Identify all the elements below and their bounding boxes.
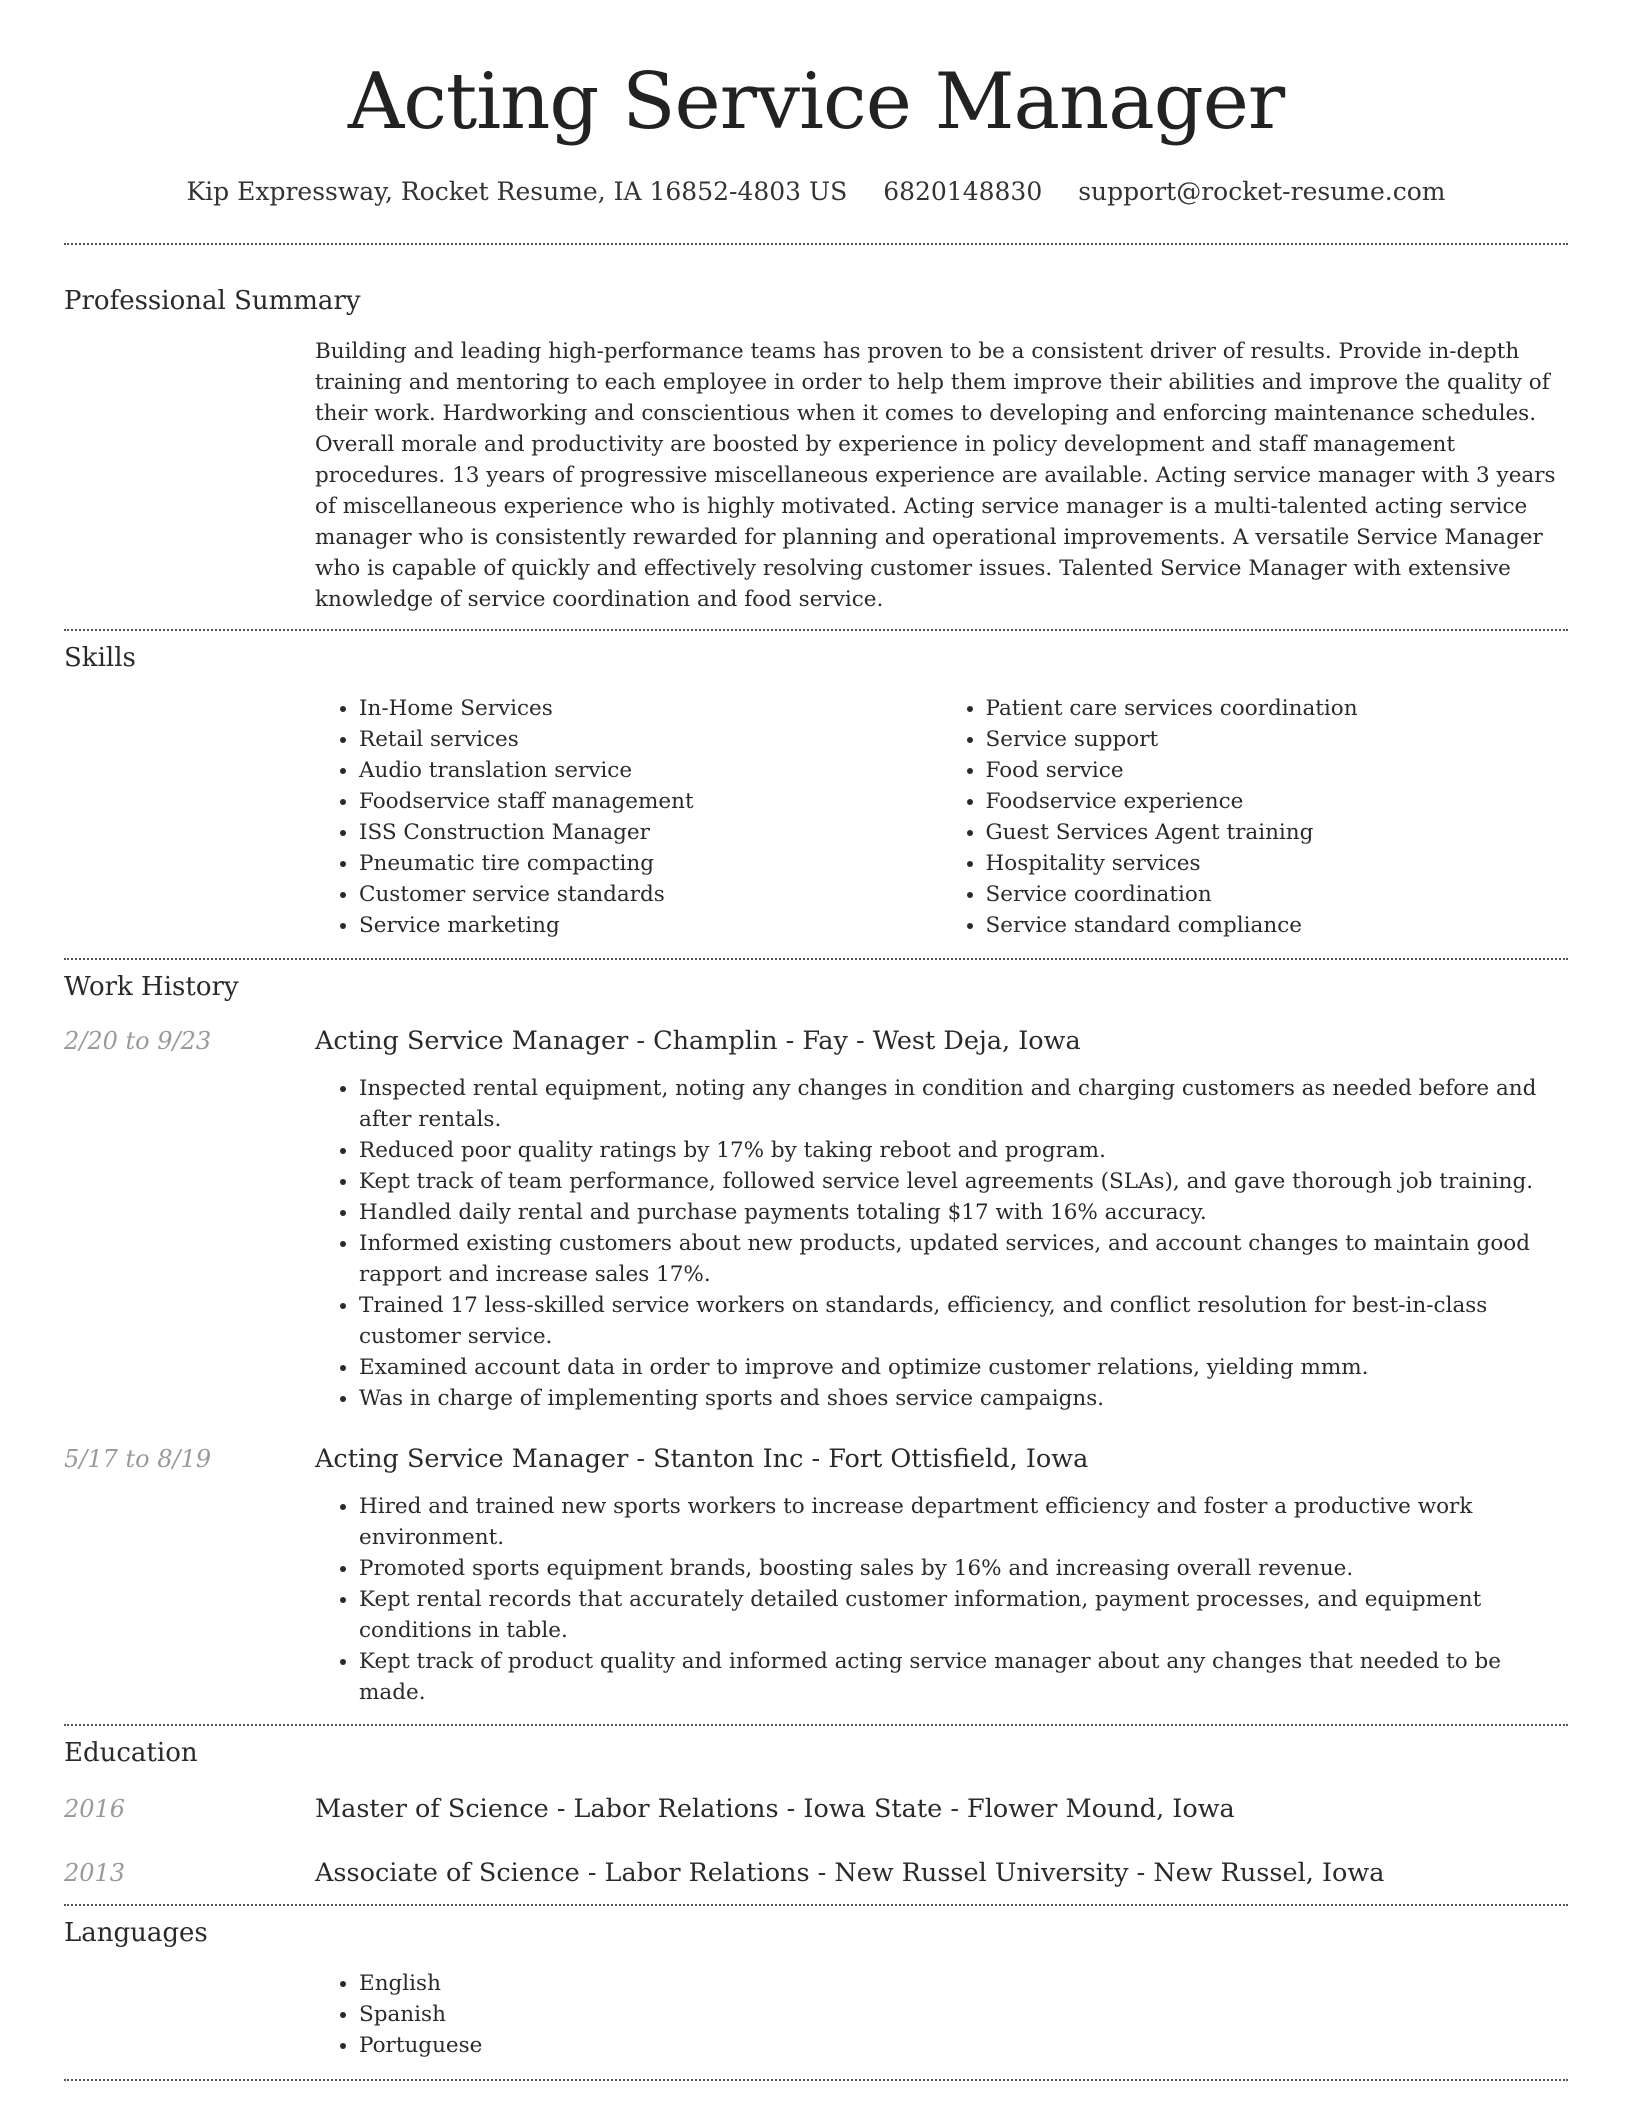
education-entry: [64, 1858, 1568, 1888]
job-title: Acting Service Manager - Champlin - Fay - West Deja, Iowa: [315, 1026, 1081, 1056]
job-bullet: • Informed existing customers about new products, updated services, and account changes to maintain good rapport and increase sales 17%.: [359, 1228, 1568, 1290]
skill-item: • Food service: [986, 755, 1569, 786]
divider: [64, 629, 1568, 631]
skill-item: • In-Home Services: [359, 693, 942, 724]
job-bullets: [315, 1491, 1568, 1708]
skills-section: [64, 641, 1568, 941]
education-section: [64, 1736, 1568, 1888]
skill-item: • Audio translation service: [359, 755, 942, 786]
skills-list-left: [315, 693, 942, 941]
skill-item: • ISS Construction Manager: [359, 817, 942, 848]
job-dates: 5/17 to 8/19: [64, 1445, 212, 1473]
job-entry: [64, 1026, 1568, 1414]
skills-grid: [315, 693, 1568, 941]
education-entry: [64, 1794, 1568, 1824]
contact-email: support@rocket-resume.com: [1078, 177, 1446, 206]
divider: [64, 1904, 1568, 1906]
contact-line: [64, 176, 1568, 208]
contact-address: Kip Expressway, Rocket Resume, IA 16852-4803 US: [186, 177, 848, 206]
job-bullet: • Hired and trained new sports workers to increase department efficiency and foster a productive work environment.: [359, 1491, 1568, 1553]
divider: [64, 243, 1568, 245]
summary-body: [315, 336, 1568, 615]
skill-item: • Retail services: [359, 724, 942, 755]
job-header: [64, 1026, 1568, 1056]
divider: [64, 2079, 1568, 2081]
languages-body: [315, 1968, 1568, 2061]
language-item: • Portuguese: [359, 2030, 1568, 2061]
section-title-languages: Languages: [64, 1918, 208, 1948]
job-bullet: • Handled daily rental and purchase payments totaling $17 with 16% accuracy.: [359, 1197, 1568, 1228]
education-year: 2016: [64, 1795, 126, 1823]
skill-item: • Guest Services Agent training: [986, 817, 1569, 848]
contact-phone: 6820148830: [883, 177, 1043, 206]
skill-item: • Service marketing: [359, 910, 942, 941]
languages-section: [64, 1916, 1568, 2061]
candidate-name: Acting Service Manager: [347, 57, 1285, 147]
skill-item: • Foodservice experience: [986, 786, 1569, 817]
job-bullet: • Kept rental records that accurately detailed customer information, payment processes, and equipment conditions in table.: [359, 1584, 1568, 1646]
skill-item: • Foodservice staff management: [359, 786, 942, 817]
skills-list-right: [942, 693, 1569, 941]
section-title-education: Education: [64, 1738, 198, 1768]
job-bullet: • Promoted sports equipment brands, boosting sales by 16% and increasing overall revenue.: [359, 1553, 1568, 1584]
job-bullet: • Inspected rental equipment, noting any changes in condition and charging customers as needed before and after rentals.: [359, 1073, 1568, 1135]
education-title: Master of Science - Labor Relations - Iowa State - Flower Mound, Iowa: [315, 1794, 1235, 1824]
job-bullet: • Kept track of product quality and informed acting service manager about any changes that needed to be made.: [359, 1646, 1568, 1708]
language-item: • Spanish: [359, 1999, 1568, 2030]
divider: [64, 1724, 1568, 1726]
summary-section: [64, 284, 1568, 615]
job-bullet: • Kept track of team performance, followed service level agreements (SLAs), and gave thorough job training.: [359, 1166, 1568, 1197]
work-section: [64, 970, 1568, 1708]
education-year: 2013: [64, 1859, 126, 1887]
education-title: Associate of Science - Labor Relations - New Russel University - New Russel, Iowa: [315, 1858, 1385, 1888]
skill-item: • Service coordination: [986, 879, 1569, 910]
skill-item: • Service support: [986, 724, 1569, 755]
skill-item: • Customer service standards: [359, 879, 942, 910]
skill-item: • Service standard compliance: [986, 910, 1569, 941]
job-header: [64, 1444, 1568, 1474]
job-title: Acting Service Manager - Stanton Inc - Fort Ottisfield, Iowa: [315, 1444, 1089, 1474]
section-title-summary: Professional Summary: [64, 286, 361, 316]
skill-item: • Patient care services coordination: [986, 693, 1569, 724]
section-title-skills: Skills: [64, 643, 136, 673]
skill-item: • Hospitality services: [986, 848, 1569, 879]
language-item: • English: [359, 1968, 1568, 1999]
divider: [64, 958, 1568, 960]
job-dates: 2/20 to 9/23: [64, 1027, 212, 1055]
section-title-work: Work History: [64, 972, 239, 1002]
job-entry: [64, 1444, 1568, 1708]
job-bullet: • Trained 17 less-skilled service workers on standards, efficiency, and conflict resolution for best-in-class customer service.: [359, 1290, 1568, 1352]
job-bullet: • Examined account data in order to improve and optimize customer relations, yielding mmm.: [359, 1352, 1568, 1383]
job-bullet: • Was in charge of implementing sports and shoes service campaigns.: [359, 1383, 1568, 1414]
job-bullet: • Reduced poor quality ratings by 17% by taking reboot and program.: [359, 1135, 1568, 1166]
skill-item: • Pneumatic tire compacting: [359, 848, 942, 879]
job-bullets: [315, 1073, 1568, 1414]
summary-text: Building and leading high-performance teams has proven to be a consistent driver of results. Provide in-depth training and mentoring to each employee in order to help them improve their abilities and improve the quality of their work. Hardworking and conscientious when it comes to developing and enforcing maintenance schedules. Overall morale and productivity are boosted by experience in policy development and staff management procedures. 13 years of progressive miscellaneous experience are available. Acting service manager with 3 years of miscellaneous experience who is highly motivated. Acting service manager is a multi-talented acting service manager who is consistently rewarded for planning and operational improvements. A versatile Service Manager who is capable of quickly and effectively resolving customer issues. Talented Service Manager with extensive knowledge of service coordination and food service.: [315, 339, 1556, 612]
